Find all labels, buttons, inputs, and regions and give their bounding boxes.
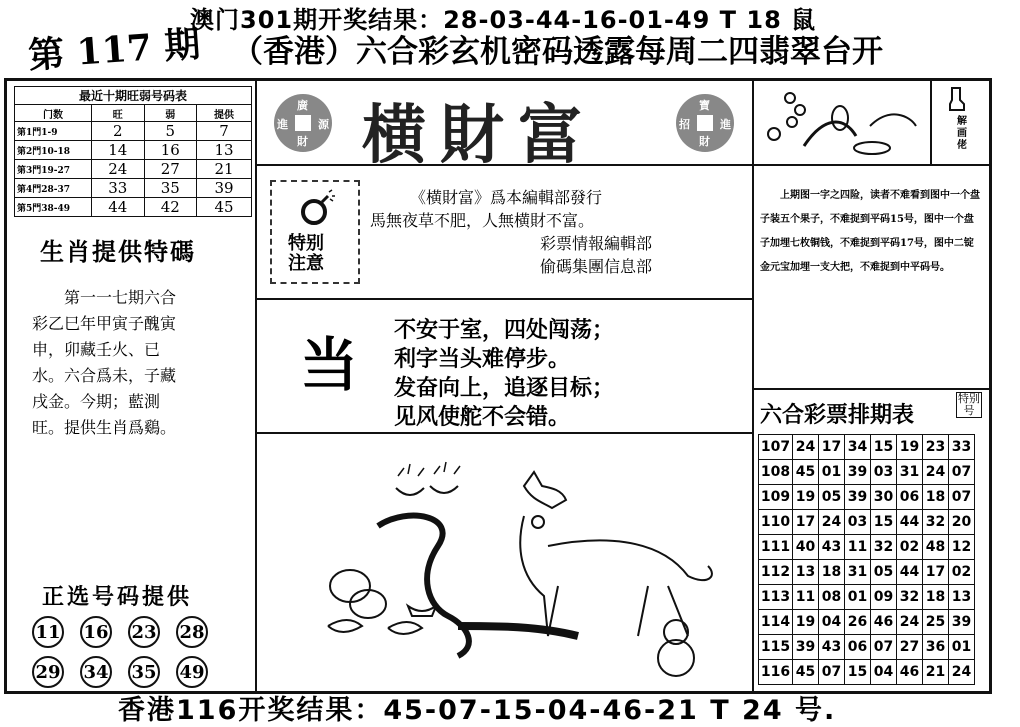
schedule-number-cell: 39 <box>949 610 975 635</box>
schedule-row <box>759 435 975 460</box>
cell-suggest: 45 <box>197 198 252 217</box>
header-cell: 旺 <box>92 105 145 122</box>
zodiac-line: 戌金。今期；藍測 <box>32 392 161 411</box>
schedule-number-cell: 19 <box>897 435 923 460</box>
poem-text <box>394 316 614 432</box>
schedule-number-cell: 11 <box>845 535 871 560</box>
zodiac-line: 彩乙巳年甲寅子醜寅 <box>32 314 177 333</box>
schedule-number-cell: 25 <box>923 610 949 635</box>
schedule-number-cell: 36 <box>923 635 949 660</box>
schedule-number-cell: 03 <box>845 510 871 535</box>
table-row <box>15 122 252 141</box>
schedule-number-cell: 18 <box>923 585 949 610</box>
picks-title: 正选号码提供 <box>42 585 193 610</box>
schedule-number-cell: 02 <box>897 535 923 560</box>
cell-hot: 33 <box>92 179 145 198</box>
poem-line: 利字当头难停步。 <box>394 347 571 372</box>
schedule-number-cell: 31 <box>845 560 871 585</box>
schedule-number-cell: 07 <box>949 485 975 510</box>
schedule-row <box>759 460 975 485</box>
schedule-number-cell: 39 <box>845 460 871 485</box>
schedule-header <box>754 388 990 434</box>
pick-number: 29 <box>32 656 64 688</box>
coin-char: 廣 <box>297 99 308 112</box>
schedule-row <box>759 610 975 635</box>
schedule-number-cell: 39 <box>793 635 819 660</box>
zodiac-line: 第一一七期六合 <box>64 288 177 307</box>
macau-result-line: 澳门301期开奖结果：28-03-44-16-01-49 T 18 鼠 <box>190 6 817 34</box>
header-cell: 门数 <box>15 105 92 122</box>
cell-hot: 2 <box>92 122 145 141</box>
schedule-number-cell: 05 <box>819 485 845 510</box>
zodiac-title: 生肖提供特碼 <box>40 238 196 266</box>
schedule-row <box>759 535 975 560</box>
coin-char: 進 <box>277 118 288 131</box>
pick-number: 34 <box>80 656 112 688</box>
schedule-issue-cell: 110 <box>759 510 793 535</box>
hand-pointing-icon <box>944 86 970 112</box>
special-number-label: 特别号 <box>958 392 980 417</box>
schedule-number-cell: 30 <box>871 485 897 510</box>
schedule-number-cell: 03 <box>871 460 897 485</box>
notice-line: 彩票情報編輯部 <box>540 234 653 253</box>
schedule-number-cell: 04 <box>871 660 897 685</box>
notice-label-line: 注意 <box>288 253 324 274</box>
puzzle-picture <box>760 86 926 160</box>
notice-label <box>288 234 324 274</box>
schedule-number-cell: 02 <box>949 560 975 585</box>
page-subtitle: （香港）六合彩玄机密码透露每周二四翡翠台开 <box>232 34 883 70</box>
schedule-table <box>758 434 975 685</box>
pick-number: 28 <box>176 616 208 648</box>
schedule-issue-cell: 116 <box>759 660 793 685</box>
issue-number: 第 117 期 <box>26 23 202 77</box>
schedule-number-cell: 39 <box>845 485 871 510</box>
schedule-number-cell: 34 <box>845 435 871 460</box>
schedule-issue-cell: 109 <box>759 485 793 510</box>
banner-title: 横財富 <box>362 98 596 173</box>
pick-number: 49 <box>176 656 208 688</box>
schedule-number-cell: 07 <box>819 660 845 685</box>
schedule-number-cell: 23 <box>923 435 949 460</box>
schedule-number-cell: 19 <box>793 610 819 635</box>
table-row <box>15 198 252 217</box>
notice-badge <box>270 180 360 284</box>
puzzle-text: 上期图一字之四险，读者不难看到图中一个盘子装五个果子，不难捉到平码15号，图中一个盘子加埋七枚铜钱，不难捉到平码17号，图中二锭金元宝加埋一支大把，不难捉到中平码号。 <box>760 190 980 273</box>
schedule-number-cell: 17 <box>923 560 949 585</box>
schedule-issue-cell: 113 <box>759 585 793 610</box>
poem-divider <box>256 432 753 434</box>
schedule-number-cell: 08 <box>819 585 845 610</box>
coin-left-icon <box>274 94 332 152</box>
cell-cold: 35 <box>144 179 197 198</box>
schedule-number-cell: 15 <box>871 435 897 460</box>
schedule-number-cell: 45 <box>793 660 819 685</box>
cell-hot: 44 <box>92 198 145 217</box>
cell-hot: 24 <box>92 160 145 179</box>
pick-number: 16 <box>80 616 112 648</box>
zodiac-line: 申，卯藏壬火、已 <box>32 340 161 359</box>
schedule-number-cell: 48 <box>923 535 949 560</box>
schedule-number-cell: 45 <box>793 460 819 485</box>
puzzle-caption-divider <box>930 80 932 164</box>
cell-suggest: 13 <box>197 141 252 160</box>
schedule-number-cell: 01 <box>949 635 975 660</box>
pick-number: 23 <box>128 616 160 648</box>
schedule-number-cell: 01 <box>819 460 845 485</box>
notice-label-line: 特别 <box>288 233 324 254</box>
pick-number: 35 <box>128 656 160 688</box>
schedule-number-cell: 19 <box>793 485 819 510</box>
schedule-number-cell: 07 <box>871 635 897 660</box>
dog-illustration <box>258 436 750 688</box>
schedule-number-cell: 01 <box>845 585 871 610</box>
schedule-row <box>759 635 975 660</box>
schedule-issue-cell: 114 <box>759 610 793 635</box>
cell-cold: 5 <box>144 122 197 141</box>
zodiac-line: 水。六合爲未，子藏 <box>32 366 177 385</box>
table-row <box>15 179 252 198</box>
row-label: 第1門1-9 <box>15 122 92 141</box>
schedule-number-cell: 11 <box>793 585 819 610</box>
schedule-number-cell: 09 <box>871 585 897 610</box>
poem-line: 发奋向上，追逐目标； <box>394 376 615 401</box>
history-table-block <box>14 86 252 217</box>
schedule-number-cell: 20 <box>949 510 975 535</box>
schedule-issue-cell: 111 <box>759 535 793 560</box>
table-row <box>15 141 252 160</box>
row-label: 第5門38-49 <box>15 198 92 217</box>
schedule-number-cell: 31 <box>897 460 923 485</box>
schedule-row <box>759 485 975 510</box>
schedule-number-cell: 24 <box>897 610 923 635</box>
schedule-issue-cell: 115 <box>759 635 793 660</box>
history-table <box>14 104 252 217</box>
schedule-number-cell: 40 <box>793 535 819 560</box>
schedule-number-cell: 26 <box>845 610 871 635</box>
row-label: 第4門28-37 <box>15 179 92 198</box>
schedule-number-cell: 12 <box>949 535 975 560</box>
puzzle-caption: 解画佬 <box>957 116 967 151</box>
puzzle-divider <box>754 164 990 166</box>
schedule-number-cell: 13 <box>793 560 819 585</box>
schedule-number-cell: 07 <box>949 460 975 485</box>
cell-suggest: 21 <box>197 160 252 179</box>
schedule-number-cell: 46 <box>871 610 897 635</box>
schedule-number-cell: 24 <box>793 435 819 460</box>
history-table-title: 最近十期旺弱号码表 <box>14 86 252 104</box>
schedule-number-cell: 32 <box>923 510 949 535</box>
notice-divider <box>256 298 753 300</box>
schedule-row <box>759 510 975 535</box>
header-cell: 提供 <box>197 105 252 122</box>
notice-line: 馬無夜草不肥，人無横財不富。 <box>370 211 595 230</box>
schedule-number-cell: 04 <box>819 610 845 635</box>
schedule-issue-cell: 112 <box>759 560 793 585</box>
bomb-icon <box>296 188 336 228</box>
schedule-number-cell: 15 <box>845 660 871 685</box>
schedule-number-cell: 18 <box>819 560 845 585</box>
schedule-number-cell: 46 <box>897 660 923 685</box>
schedule-number-cell: 05 <box>871 560 897 585</box>
schedule-row <box>759 660 975 685</box>
cell-hot: 14 <box>92 141 145 160</box>
schedule-number-cell: 32 <box>871 535 897 560</box>
schedule-number-cell: 06 <box>897 485 923 510</box>
schedule-issue-cell: 108 <box>759 460 793 485</box>
cell-suggest: 39 <box>197 179 252 198</box>
schedule-number-cell: 24 <box>819 510 845 535</box>
schedule-number-cell: 18 <box>923 485 949 510</box>
zodiac-line: 旺。提供生肖爲鷄。 <box>32 418 177 437</box>
cell-cold: 27 <box>144 160 197 179</box>
schedule-number-cell: 13 <box>949 585 975 610</box>
schedule-number-cell: 17 <box>793 510 819 535</box>
coin-char: 進 <box>720 118 731 131</box>
schedule-number-cell: 24 <box>923 460 949 485</box>
schedule-number-cell: 24 <box>949 660 975 685</box>
coin-right-icon <box>676 94 734 152</box>
schedule-title: 六合彩票排期表 <box>760 403 915 428</box>
schedule-number-cell: 43 <box>819 535 845 560</box>
schedule-number-cell: 17 <box>819 435 845 460</box>
coin-char: 寶 <box>699 99 710 112</box>
cell-cold: 16 <box>144 141 197 160</box>
schedule-row <box>759 585 975 610</box>
row-label: 第2門10-18 <box>15 141 92 160</box>
pick-number: 11 <box>32 616 64 648</box>
notice-text <box>370 186 740 278</box>
notice-line: 偷碼集團信息部 <box>540 257 653 276</box>
row-label: 第3門19-27 <box>15 160 92 179</box>
poem-line: 不安于室，四处闯荡； <box>394 318 615 343</box>
schedule-issue-cell: 107 <box>759 435 793 460</box>
history-table-header <box>15 105 252 122</box>
hk-result-line: 香港116开奖结果：45-07-15-04-46-21 T 24 号. <box>118 695 837 726</box>
table-row <box>15 160 252 179</box>
picks-grid <box>32 616 232 688</box>
left-column-divider <box>255 80 257 692</box>
cell-suggest: 7 <box>197 122 252 141</box>
cell-cold: 42 <box>144 198 197 217</box>
schedule-number-cell: 27 <box>897 635 923 660</box>
poem-big-char: 当 <box>300 331 359 399</box>
schedule-number-cell: 21 <box>923 660 949 685</box>
schedule-number-cell: 33 <box>949 435 975 460</box>
coin-char: 招 <box>679 118 690 131</box>
schedule-number-cell: 32 <box>897 585 923 610</box>
schedule-number-cell: 15 <box>871 510 897 535</box>
schedule-number-cell: 43 <box>819 635 845 660</box>
schedule-number-cell: 44 <box>897 560 923 585</box>
right-column-divider <box>752 80 754 692</box>
notice-line: 《横財富》爲本編輯部發行 <box>410 188 603 207</box>
coin-char: 財 <box>297 135 308 148</box>
zodiac-text <box>32 285 242 441</box>
schedule-row <box>759 560 975 585</box>
schedule-number-cell: 44 <box>897 510 923 535</box>
poem-line: 见风使舵不会错。 <box>394 405 571 430</box>
coin-char: 財 <box>699 135 710 148</box>
schedule-number-cell: 06 <box>845 635 871 660</box>
header-cell: 弱 <box>144 105 197 122</box>
coin-char: 源 <box>318 118 329 131</box>
